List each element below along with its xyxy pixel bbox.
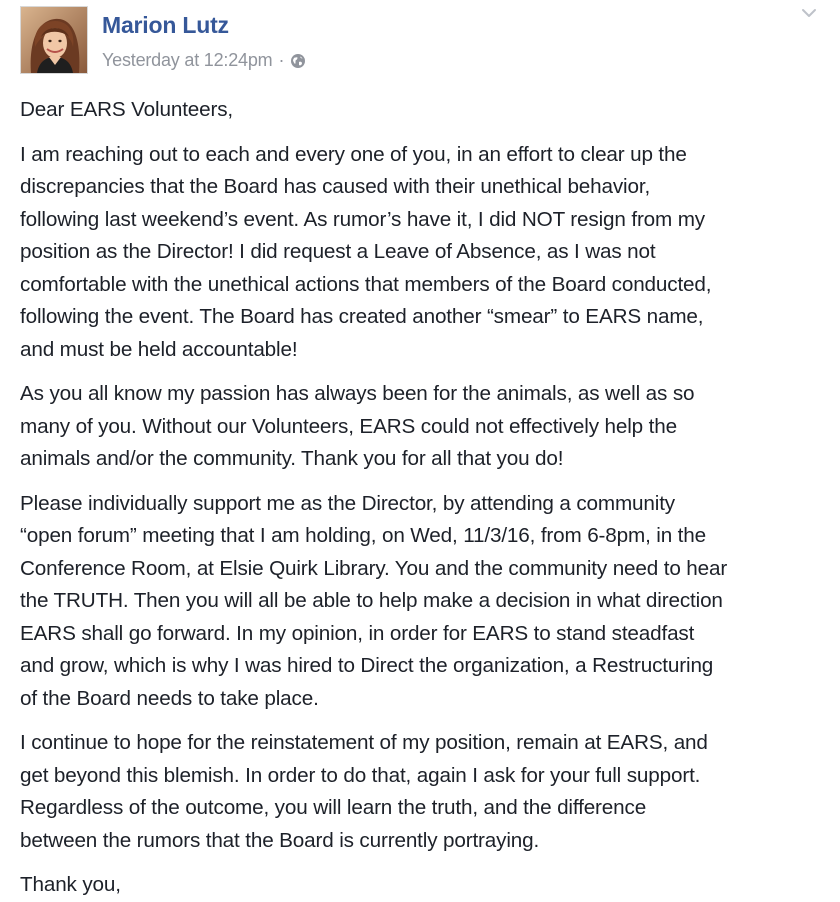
globe-icon[interactable] <box>290 53 306 69</box>
text-line: get beyond this blemish. In order to do that, again I ask for your full support. <box>20 763 701 787</box>
text-line: comfortable with the unethical actions that members of the Board conducted, <box>20 272 712 296</box>
text-line: Please individually support me as the Director, by attending a community <box>20 491 675 515</box>
greeting: Dear EARS Volunteers, <box>20 98 234 121</box>
paragraph-1 <box>20 139 838 367</box>
text-line: the TRUTH. Then you will all be able to help make a decision in what direction <box>20 589 723 612</box>
avatar-photo <box>21 7 87 73</box>
text-line: of the Board needs to take place. <box>20 686 319 710</box>
text-line: and grow, which is why I was hired to Direct the organization, a Restructuring <box>20 654 714 677</box>
text-line: many of you. Without our Volunteers, EARS could not effectively help the <box>20 414 677 438</box>
greeting-paragraph <box>20 94 838 127</box>
text-line: following the event. The Board has created another “smear” to EARS name, <box>20 305 704 328</box>
text-line: “open forum” meeting that I am holding, on Wed, 11/3/16, from 6-8pm, in the <box>20 524 706 547</box>
meta-separator: · <box>278 50 285 70</box>
text-line: following last weekend’s event. As rumor’s have it, I did NOT resign from my <box>20 207 705 231</box>
paragraph-2 <box>20 378 838 476</box>
text-line: As you all know my passion has always been for the animals, as well as so <box>20 382 695 405</box>
text-line: EARS shall go forward. In my opinion, in order for EARS to stand steadfast <box>20 621 695 645</box>
text-line: position as the Director! I did request a Leave of Absence, as I was not <box>20 240 656 263</box>
text-line: between the rumors that the Board is currently portraying. <box>20 828 540 852</box>
text-line: animals and/or the community. Thank you for all that you do! <box>20 447 564 470</box>
text-line: discrepancies that the Board has caused with their unethical behavior, <box>20 175 651 198</box>
text-line: Conference Room, at Elsie Quirk Library. You and the community need to hear <box>20 556 728 580</box>
text-line: I am reaching out to each and every one of you, in an effort to clear up the <box>20 142 687 166</box>
post-meta <box>102 50 306 71</box>
chevron-down-icon[interactable] <box>800 6 818 20</box>
post-timestamp[interactable]: Yesterday at 12:24pm <box>102 50 273 70</box>
text-line: and must be held accountable! <box>20 337 298 361</box>
paragraph-4 <box>20 727 838 857</box>
avatar[interactable] <box>20 6 88 74</box>
post-body <box>20 94 838 902</box>
paragraph-3 <box>20 488 838 716</box>
closing: Thank you, <box>20 873 121 896</box>
post-header <box>20 6 820 74</box>
author-name[interactable]: Marion Lutz <box>102 12 229 38</box>
closing-paragraph <box>20 869 838 902</box>
text-line: I continue to hope for the reinstatement of my position, remain at EARS, and <box>20 731 708 754</box>
text-line: Regardless of the outcome, you will learn the truth, and the difference <box>20 796 647 819</box>
